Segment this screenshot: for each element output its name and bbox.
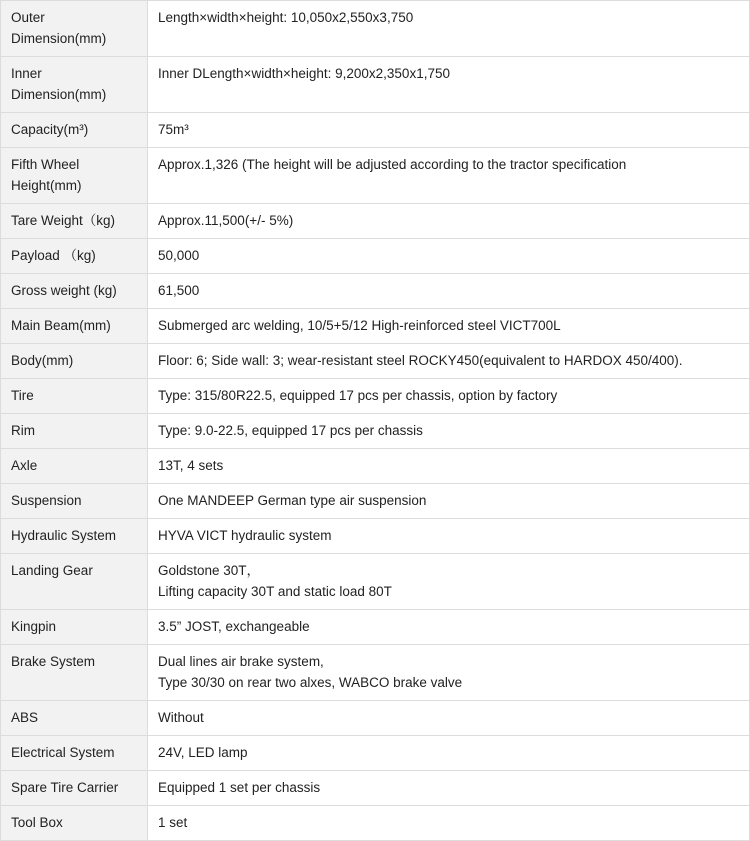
spec-label-line: Rim: [11, 423, 35, 438]
spec-label: [1, 645, 148, 701]
table-row: [1, 519, 750, 554]
spec-label-line: Capacity(m³): [11, 122, 89, 137]
spec-label: [1, 806, 148, 841]
spec-label-line: Suspension: [11, 493, 82, 508]
spec-value-line: 1 set: [158, 815, 188, 830]
spec-label-line: Axle: [11, 458, 38, 473]
spec-value: [148, 484, 750, 519]
spec-label: [1, 309, 148, 344]
table-row: [1, 113, 750, 148]
spec-value: [148, 554, 750, 610]
spec-value-line: 24V, LED lamp: [158, 745, 248, 760]
table-row: [1, 379, 750, 414]
spec-label: [1, 1, 148, 57]
spec-label: [1, 344, 148, 379]
spec-value: [148, 806, 750, 841]
spec-label: [1, 519, 148, 554]
spec-label: [1, 148, 148, 204]
spec-label-line: Electrical System: [11, 745, 115, 760]
spec-label-line: Spare Tire Carrier: [11, 780, 119, 795]
spec-value: [148, 379, 750, 414]
spec-label-line: Height(mm): [11, 178, 82, 193]
spec-label: [1, 113, 148, 148]
table-row: [1, 806, 750, 841]
spec-value: [148, 57, 750, 113]
spec-label-line: Main Beam(mm): [11, 318, 111, 333]
spec-value-line: Approx.1,326 (The height will be adjusted according to the tractor specification: [158, 157, 627, 172]
spec-value: [148, 1, 750, 57]
spec-value: [148, 204, 750, 239]
table-row: [1, 1, 750, 57]
spec-label-line: Fifth Wheel: [11, 157, 80, 172]
table-row: [1, 204, 750, 239]
spec-label-line: Tool Box: [11, 815, 63, 830]
spec-label-line: Brake System: [11, 654, 96, 669]
spec-value-line: 3.5” JOST, exchangeable: [158, 619, 310, 634]
spec-value: [148, 519, 750, 554]
table-row: [1, 610, 750, 645]
spec-value: [148, 344, 750, 379]
spec-value-line: Type 30/30 on rear two alxes, WABCO brake valve: [158, 675, 463, 690]
table-row: [1, 57, 750, 113]
spec-value-line: Dual lines air brake system,: [158, 654, 324, 669]
spec-value-line: One MANDEEP German type air suspension: [158, 493, 427, 508]
spec-value: [148, 701, 750, 736]
table-row: [1, 274, 750, 309]
spec-value: [148, 645, 750, 701]
spec-value: [148, 610, 750, 645]
spec-value: [148, 113, 750, 148]
spec-label: [1, 239, 148, 274]
spec-label: [1, 379, 148, 414]
spec-value-line: Approx.11,500(+/- 5%): [158, 213, 294, 228]
spec-value-line: Inner DLength×width×height: 9,200x2,350x1,750: [158, 66, 450, 81]
spec-value: [148, 771, 750, 806]
spec-value: [148, 148, 750, 204]
spec-label-line: ABS: [11, 710, 39, 725]
spec-label-line: Landing Gear: [11, 563, 93, 578]
spec-label-line: Kingpin: [11, 619, 57, 634]
table-row: [1, 239, 750, 274]
spec-label: [1, 610, 148, 645]
spec-label: [1, 204, 148, 239]
spec-value: [148, 736, 750, 771]
spec-label-line: Hydraulic System: [11, 528, 117, 543]
spec-label: [1, 484, 148, 519]
spec-label-line: Body(mm): [11, 353, 74, 368]
table-row: [1, 148, 750, 204]
spec-label: [1, 414, 148, 449]
table-row: [1, 344, 750, 379]
spec-label: [1, 57, 148, 113]
table-row: [1, 554, 750, 610]
spec-label: [1, 274, 148, 309]
spec-value: [148, 414, 750, 449]
spec-value: [148, 239, 750, 274]
spec-label: [1, 554, 148, 610]
spec-value-line: Type: 315/80R22.5, equipped 17 pcs per chassis, option by factory: [158, 388, 558, 403]
spec-label-line: Dimension(mm): [11, 31, 107, 46]
spec-label-line: Gross weight (kg): [11, 283, 117, 298]
table-row: [1, 484, 750, 519]
spec-value-line: Without: [158, 710, 204, 725]
specification-table-body: [1, 1, 750, 841]
table-row: [1, 771, 750, 806]
spec-value: [148, 309, 750, 344]
spec-value: [148, 274, 750, 309]
spec-label: [1, 701, 148, 736]
spec-label-line: Inner: [11, 66, 42, 81]
spec-value-line: Submerged arc welding, 10/5+5/12 High-reinforced steel VICT700L: [158, 318, 561, 333]
spec-value-line: 75m³: [158, 122, 189, 137]
table-row: [1, 309, 750, 344]
spec-value-line: Floor: 6; Side wall: 3; wear-resistant steel ROCKY450(equivalent to HARDOX 450/400).: [158, 353, 683, 368]
table-row: [1, 701, 750, 736]
spec-label: [1, 771, 148, 806]
spec-value-line: 61,500: [158, 283, 200, 298]
spec-value-line: Goldstone 30T，: [158, 563, 261, 578]
spec-label-line: Dimension(mm): [11, 87, 107, 102]
spec-label-line: Outer: [11, 10, 45, 25]
spec-value: [148, 449, 750, 484]
spec-label-line: Payload （kg): [11, 248, 96, 263]
spec-value-line: 13T, 4 sets: [158, 458, 224, 473]
spec-value-line: Length×width×height: 10,050x2,550x3,750: [158, 10, 414, 25]
spec-label: [1, 736, 148, 771]
spec-value-line: Lifting capacity 30T and static load 80T: [158, 584, 392, 599]
table-row: [1, 449, 750, 484]
spec-label-line: Tire: [11, 388, 34, 403]
spec-label: [1, 449, 148, 484]
spec-label-line: Tare Weight（kg): [11, 213, 116, 228]
table-row: [1, 414, 750, 449]
spec-value-line: HYVA VICT hydraulic system: [158, 528, 332, 543]
table-row: [1, 736, 750, 771]
spec-value-line: 50,000: [158, 248, 200, 263]
spec-value-line: Equipped 1 set per chassis: [158, 780, 321, 795]
spec-value-line: Type: 9.0-22.5, equipped 17 pcs per chassis: [158, 423, 423, 438]
table-row: [1, 645, 750, 701]
